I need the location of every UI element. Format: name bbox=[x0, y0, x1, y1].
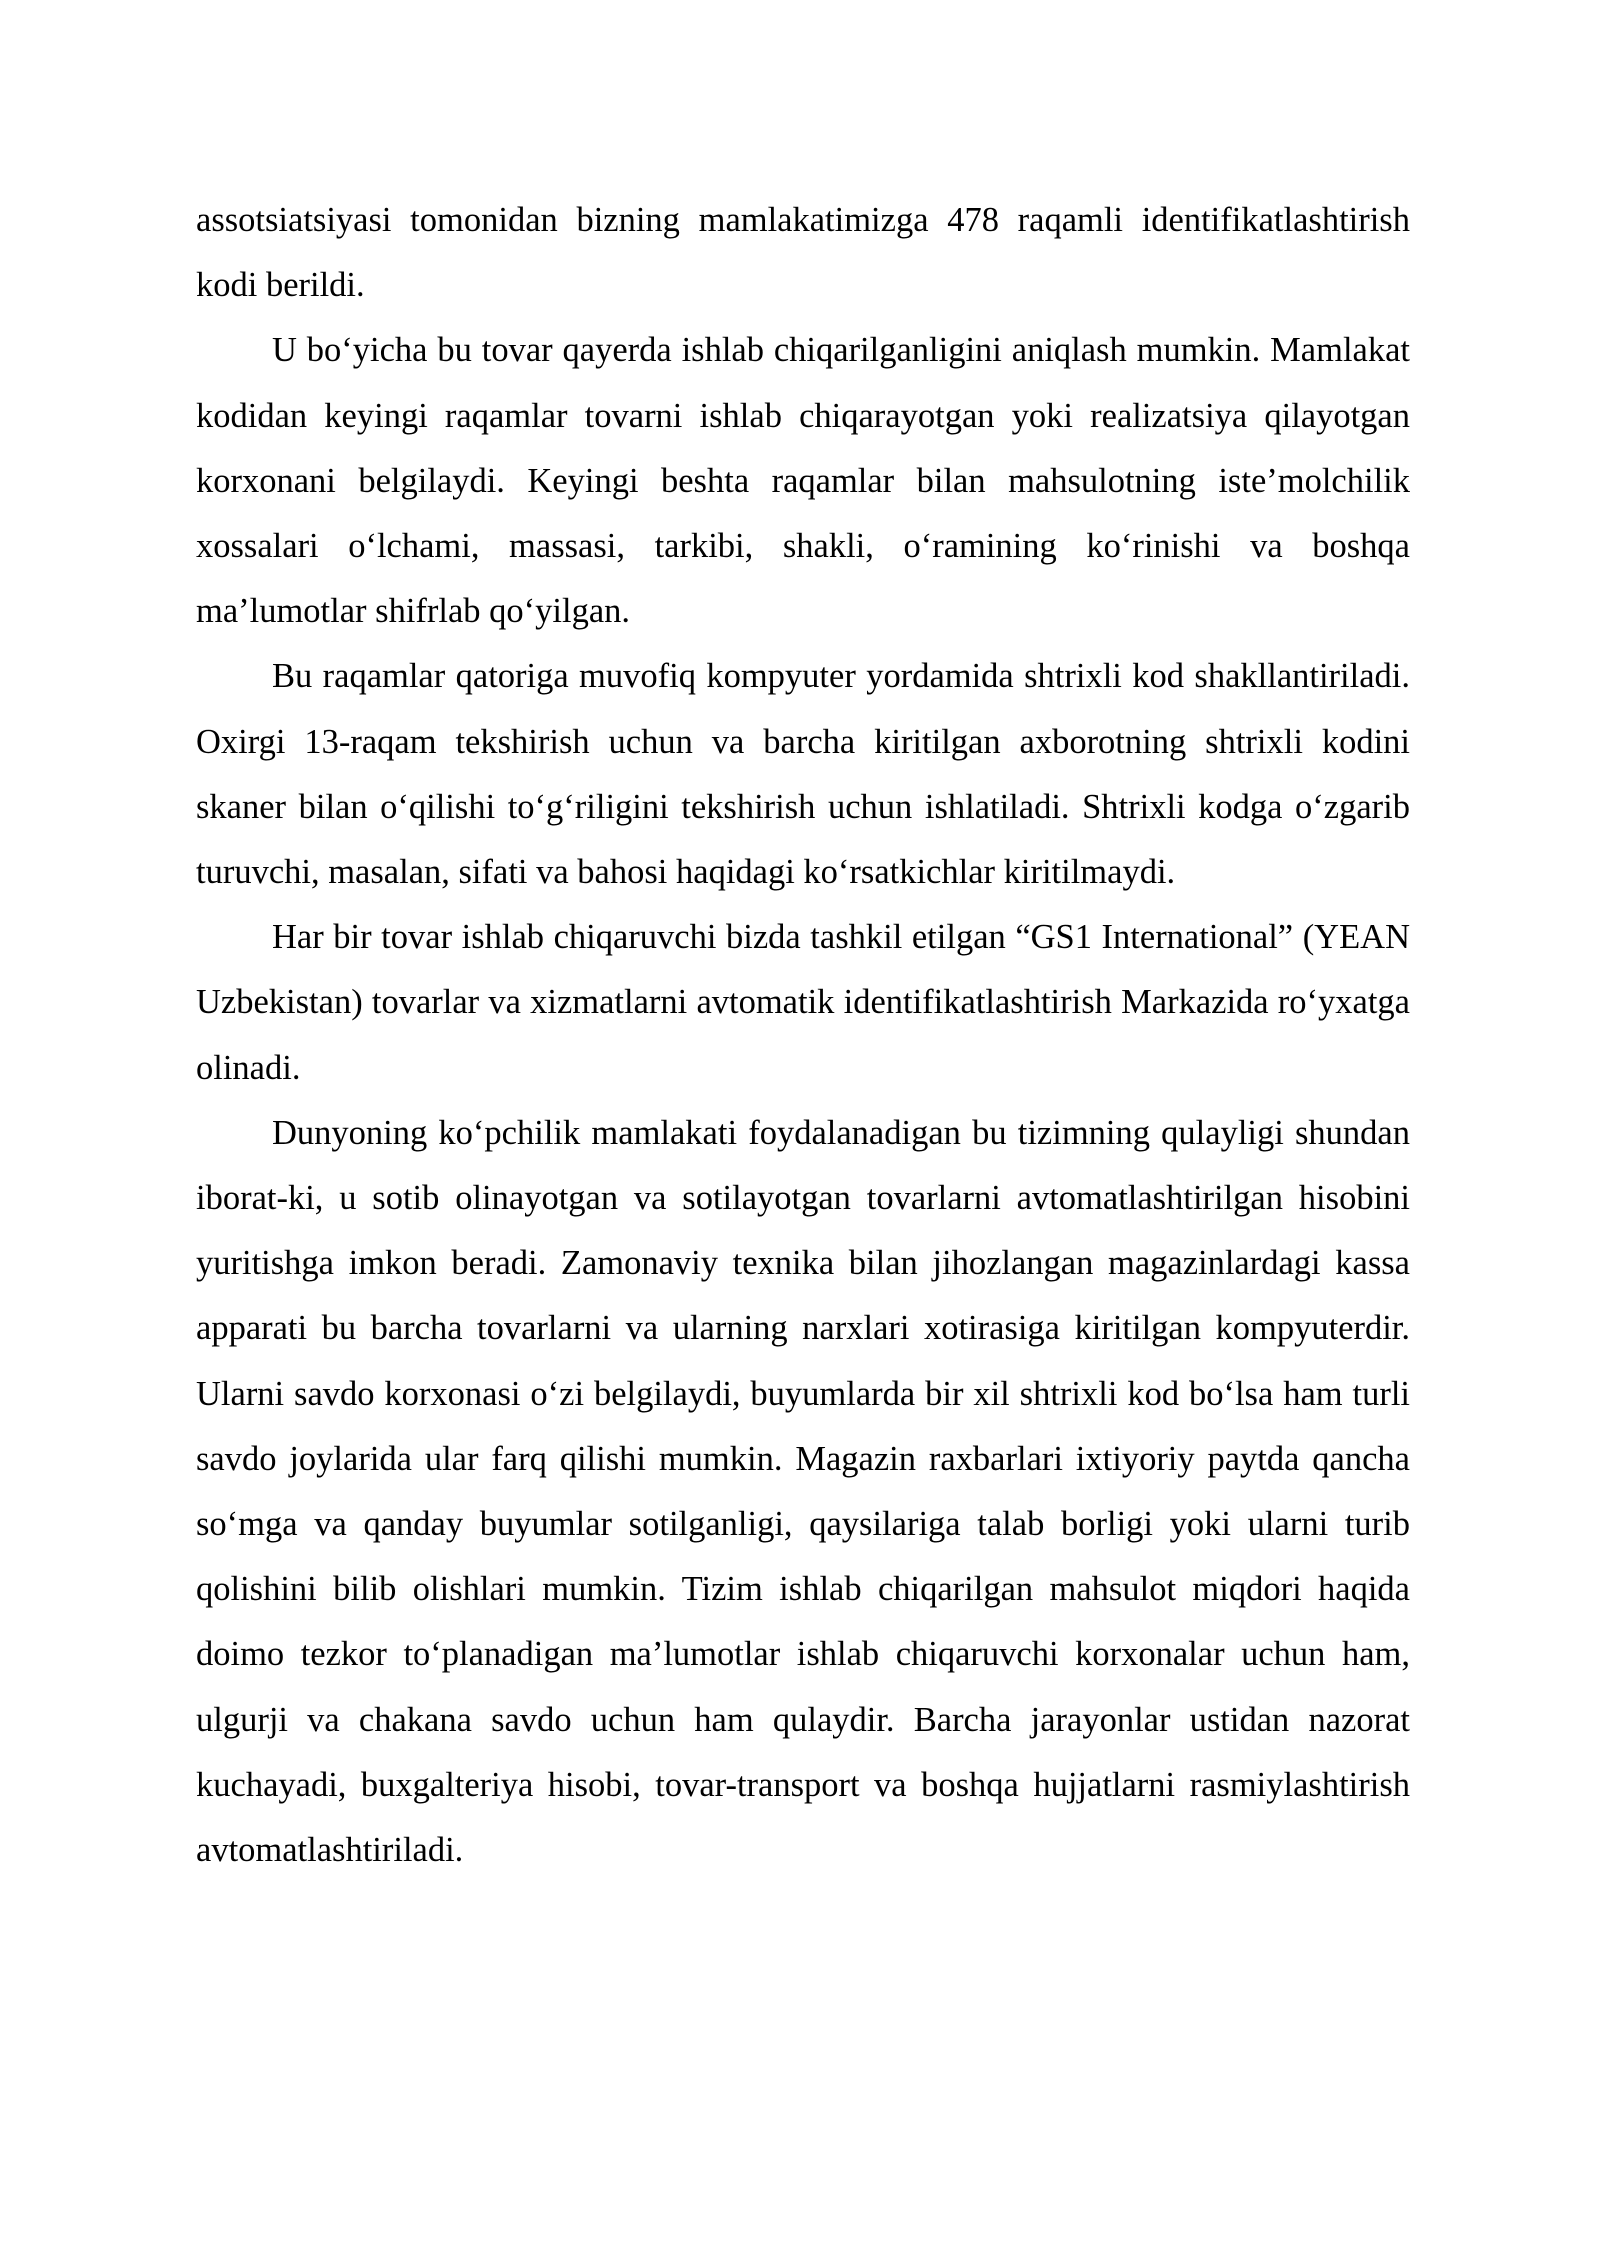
document-page bbox=[196, 188, 1410, 1883]
paragraph-registration: Har bir tovar ishlab chiqaruvchi bizda tashkil etilgan “GS1 International” (YEAN Uzbekistan) tovarlar va xizmatlarni avtomatik identifikatlashtirish Markazida ro‘yxatga olinadi. bbox=[196, 918, 1410, 1087]
paragraph-continued: assotsiatsiyasi tomonidan bizning mamlakatimizga 478 raqamli identifikatlashtirish kodi berildi. bbox=[196, 201, 1410, 305]
paragraph-country-code: U bo‘yicha bu tovar qayerda ishlab chiqarilganligini aniqlash mumkin. Mamlakat kodidan keyingi raqamlar tovarni ishlab chiqarayotgan yoki realizatsiya qilayotgan korxonani belgilaydi. Keyingi beshta raqamlar bilan mahsulotning iste’molchilik xossalari o‘lchami, massasi, tarkibi, shakli, o‘ramining ko‘rinishi va boshqa ma’lumotlar shifrlab qo‘yilgan. bbox=[196, 331, 1410, 631]
paragraph-system-benefits: Dunyoning ko‘pchilik mamlakati foydalanadigan bu tizimning qulayligi shundan iborat-ki, u sotib olinayotgan va sotilayotgan tovarlarni avtomatlashtirilgan hisobini yuritishga imkon beradi. Zamonaviy texnika bilan jihozlangan magazinlardagi kassa apparati bu barcha tovarlarni va ularning narxlari xotirasiga kiritilgan kompyuterdir. Ularni savdo korxonasi o‘zi belgilaydi, buyumlarda bir xil shtrixli kod bo‘lsa ham turli savdo joylarida ular farq qilishi mumkin. Magazin raxbarlari ixtiyoriy paytda qancha so‘mga va qanday buyumlar sotilganligi, qaysilariga talab borligi yoki ularni turib qolishini bilib olishlari mumkin. Tizim ishlab chiqarilgan mahsulot miqdori haqida doimo tezkor to‘planadigan ma’lumotlar ishlab chiqaruvchi korxonalar uchun ham, ulgurji va chakana savdo uchun ham qulaydir. Barcha jarayonlar ustidan nazorat kuchayadi, buxgalteriya hisobi, tovar-transport va boshqa hujjatlarni rasmiylashtirish avtomatlashtiriladi. bbox=[196, 1113, 1410, 1870]
paragraph-barcode-generation: Bu raqamlar qatoriga muvofiq kompyuter yordamida shtrixli kod shakllantiriladi. Oxirgi 13-raqam tekshirish uchun va barcha kiritilgan axborotning shtrixli kodini skaner bilan o‘qilishi to‘g‘riligini tekshirish uchun ishlatiladi. Shtrixli kodga o‘zgarib turuvchi, masalan, sifati va bahosi haqidagi ko‘rsatkichlar kiritilmaydi. bbox=[196, 657, 1410, 892]
